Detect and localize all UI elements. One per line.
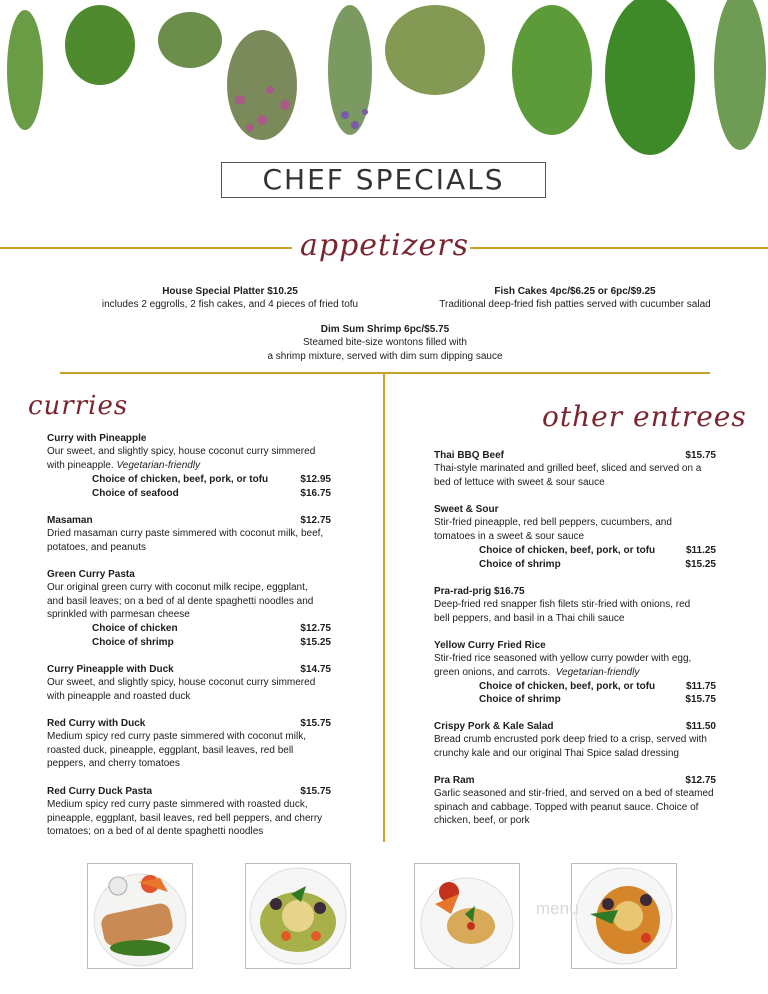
curry-pineapple-veg: Vegetarian-friendly xyxy=(116,459,201,471)
pineapple-duck-price: $14.75 xyxy=(300,664,331,675)
pra-ram-price: $12.75 xyxy=(685,775,716,786)
watermark: menu xyxy=(536,899,579,918)
pineapple-duck-desc-2: with pineapple and roasted duck xyxy=(47,690,191,702)
green-pasta-desc-1: Our original green curry with coconut milk recipe, eggplant, xyxy=(47,582,308,594)
sweet-sour-title: Sweet & Sour xyxy=(434,504,499,515)
page-title: CHEF SPECIALS xyxy=(221,162,546,198)
fish-cakes-title: Fish Cakes 4pc/$6.25 or 6pc/$9.25 xyxy=(494,286,656,297)
curries-heading: curries xyxy=(28,391,129,421)
masaman-title: Masaman xyxy=(47,515,93,526)
food-plate-icon xyxy=(88,864,192,968)
dim-sum-desc-1: Steamed bite-size wontons filled with xyxy=(303,337,467,349)
curry-pineapple-desc-2: with pineapple. xyxy=(47,459,114,471)
red-duck-pasta-desc-3: tomatoes; on a bed of al dente spaghetti noodles xyxy=(47,826,264,838)
dim-sum-title: Dim Sum Shrimp 6pc/$5.75 xyxy=(320,324,450,335)
yellow-rice-opt1-price: $11.75 xyxy=(685,681,716,692)
food-photo-1 xyxy=(87,863,193,969)
yellow-rice-veg: Vegetarian-friendly xyxy=(555,666,640,678)
food-photo-2 xyxy=(245,863,351,969)
herb-banner xyxy=(0,0,768,170)
bbq-beef-title: Thai BBQ Beef xyxy=(434,450,505,461)
dim-sum-desc-2: a shrimp mixture, served with dim sum dipping sauce xyxy=(267,350,503,362)
curry-pineapple-title: Curry with Pineapple xyxy=(47,433,147,444)
pra-ram-desc-2: spinach and cabbage. Topped with peanut sauce. Choice of xyxy=(434,801,699,813)
food-plate-icon xyxy=(572,864,676,968)
house-platter-title: House Special Platter $10.25 xyxy=(162,286,298,297)
dim-sum-item xyxy=(210,323,560,363)
bbq-beef-price: $15.75 xyxy=(685,450,716,461)
food-plate-icon xyxy=(246,864,350,968)
green-pasta-desc-3: sprinkled with parmesan cheese xyxy=(47,609,190,621)
yellow-rice-opt2-price: $15.75 xyxy=(685,694,716,705)
appetizers-heading: appetizers xyxy=(300,228,469,263)
green-pasta-item xyxy=(47,568,347,622)
kale-salad-title: Crispy Pork & Kale Salad xyxy=(434,721,554,732)
green-pasta-opt2: Choice of shrimp xyxy=(92,637,174,648)
yellow-rice-desc-1: Stir-fried rice seasoned with yellow curry powder with egg, xyxy=(434,653,692,665)
pra-rad-prig-item xyxy=(434,585,734,625)
curry-pineapple-opt2: Choice of seafood xyxy=(92,488,179,499)
section-divider-vertical xyxy=(383,372,385,842)
sweet-sour-item xyxy=(434,503,734,543)
pra-rad-prig-desc-1: Deep-fried red snapper fish filets stir-fried with onions, red xyxy=(434,599,691,611)
fish-cakes-desc: Traditional deep-fried fish patties served with cucumber salad xyxy=(439,299,711,311)
curry-pineapple-opt1-price: $12.95 xyxy=(300,474,331,485)
appetizers-divider-right xyxy=(470,247,768,249)
yellow-rice-desc-2: green onions, and carrots. xyxy=(434,666,551,678)
sweet-sour-opt2-price: $15.25 xyxy=(685,559,716,570)
curry-pineapple-item xyxy=(47,432,347,472)
curry-pineapple-opt2-price: $16.75 xyxy=(300,488,331,499)
red-duck-pasta-price: $15.75 xyxy=(300,786,331,797)
pra-ram-title: Pra Ram xyxy=(434,775,475,786)
house-platter-desc: includes 2 eggrolls, 2 fish cakes, and 4 pieces of fried tofu xyxy=(101,299,359,311)
yellow-rice-opt2: Choice of shrimp xyxy=(479,694,561,705)
sweet-sour-opt1: Choice of chicken, beef, pork, or tofu xyxy=(479,545,656,556)
green-pasta-desc-2: and basil leaves; on a bed of al dente spaghetti noodles and xyxy=(47,595,314,607)
other-entrees-heading: other entrees xyxy=(542,400,747,433)
pra-ram-desc-3: chicken, beef, or pork xyxy=(434,815,530,827)
food-plate-icon xyxy=(415,864,519,968)
masaman-price: $12.75 xyxy=(300,515,331,526)
house-platter-item xyxy=(60,285,400,312)
sweet-sour-desc-2: tomatoes in a sweet & sour sauce xyxy=(434,530,585,542)
kale-salad-desc-1: Bread crumb encrusted pork deep fried to a crisp, served with xyxy=(434,734,707,746)
section-divider-horizontal xyxy=(60,372,710,374)
pra-ram-desc-1: Garlic seasoned and stir-fried, and served on a bed of steamed xyxy=(434,788,714,800)
pra-rad-prig-desc-2: bell peppers, and basil in a Thai chili sauce xyxy=(434,612,625,624)
green-pasta-opt1: Choice of chicken xyxy=(92,623,178,634)
sweet-sour-desc-1: Stir-fried pineapple, red bell peppers, cucumbers, and xyxy=(434,517,672,529)
red-duck-pasta-desc-1: Medium spicy red curry paste simmered with roasted duck, xyxy=(47,799,308,811)
sweet-sour-opt2: Choice of shrimp xyxy=(479,559,561,570)
curry-pineapple-desc-1: Our sweet, and slightly spicy, house coconut curry simmered xyxy=(47,446,316,458)
red-duck-desc-1: Medium spicy red curry paste simmered with coconut milk, xyxy=(47,731,306,743)
herbs-illustration xyxy=(0,0,768,170)
yellow-rice-opt1: Choice of chicken, beef, pork, or tofu xyxy=(479,681,656,692)
red-duck-pasta-desc-2: pineapple, eggplant, basil leaves, red bell peppers, and cherry xyxy=(47,812,323,824)
masaman-desc-1: Dried masaman curry paste simmered with coconut milk, beef, xyxy=(47,528,324,540)
curry-pineapple-opt1: Choice of chicken, beef, pork, or tofu xyxy=(92,474,269,485)
appetizers-divider-left xyxy=(0,247,292,249)
masaman-desc-2: potatoes, and peanuts xyxy=(47,541,146,553)
bbq-beef-desc-1: Thai-style marinated and grilled beef, sliced and served on a xyxy=(434,463,702,475)
food-photo-3 xyxy=(414,863,520,969)
fish-cakes-item xyxy=(420,285,730,312)
pineapple-duck-desc-1: Our sweet, and slightly spicy, house coconut curry simmered xyxy=(47,677,316,689)
bbq-beef-desc-2: bed of lettuce with sweet & sour sauce xyxy=(434,476,605,488)
food-photo-4 xyxy=(571,863,677,969)
red-duck-title: Red Curry with Duck xyxy=(47,718,146,729)
kale-salad-desc-2: crunchy kale and our original Thai Spice salad dressing xyxy=(434,747,679,759)
green-pasta-opt1-price: $12.75 xyxy=(300,623,331,634)
pineapple-duck-title: Curry Pineapple with Duck xyxy=(47,664,174,675)
yellow-rice-item xyxy=(434,639,734,679)
green-pasta-title: Green Curry Pasta xyxy=(47,569,135,580)
kale-salad-price: $11.50 xyxy=(685,721,716,732)
red-duck-price: $15.75 xyxy=(300,718,331,729)
sweet-sour-opt1-price: $11.25 xyxy=(685,545,716,556)
green-pasta-opt2-price: $15.25 xyxy=(300,637,331,648)
pra-rad-prig-title: Pra-rad-prig $16.75 xyxy=(434,586,525,597)
red-duck-desc-2: roasted duck, pineapple, eggplant, basil leaves, red bell xyxy=(47,744,294,756)
red-duck-pasta-title: Red Curry Duck Pasta xyxy=(47,786,153,797)
yellow-rice-title: Yellow Curry Fried Rice xyxy=(434,640,546,651)
red-duck-desc-3: peppers, and cherry tomatoes xyxy=(47,758,180,770)
